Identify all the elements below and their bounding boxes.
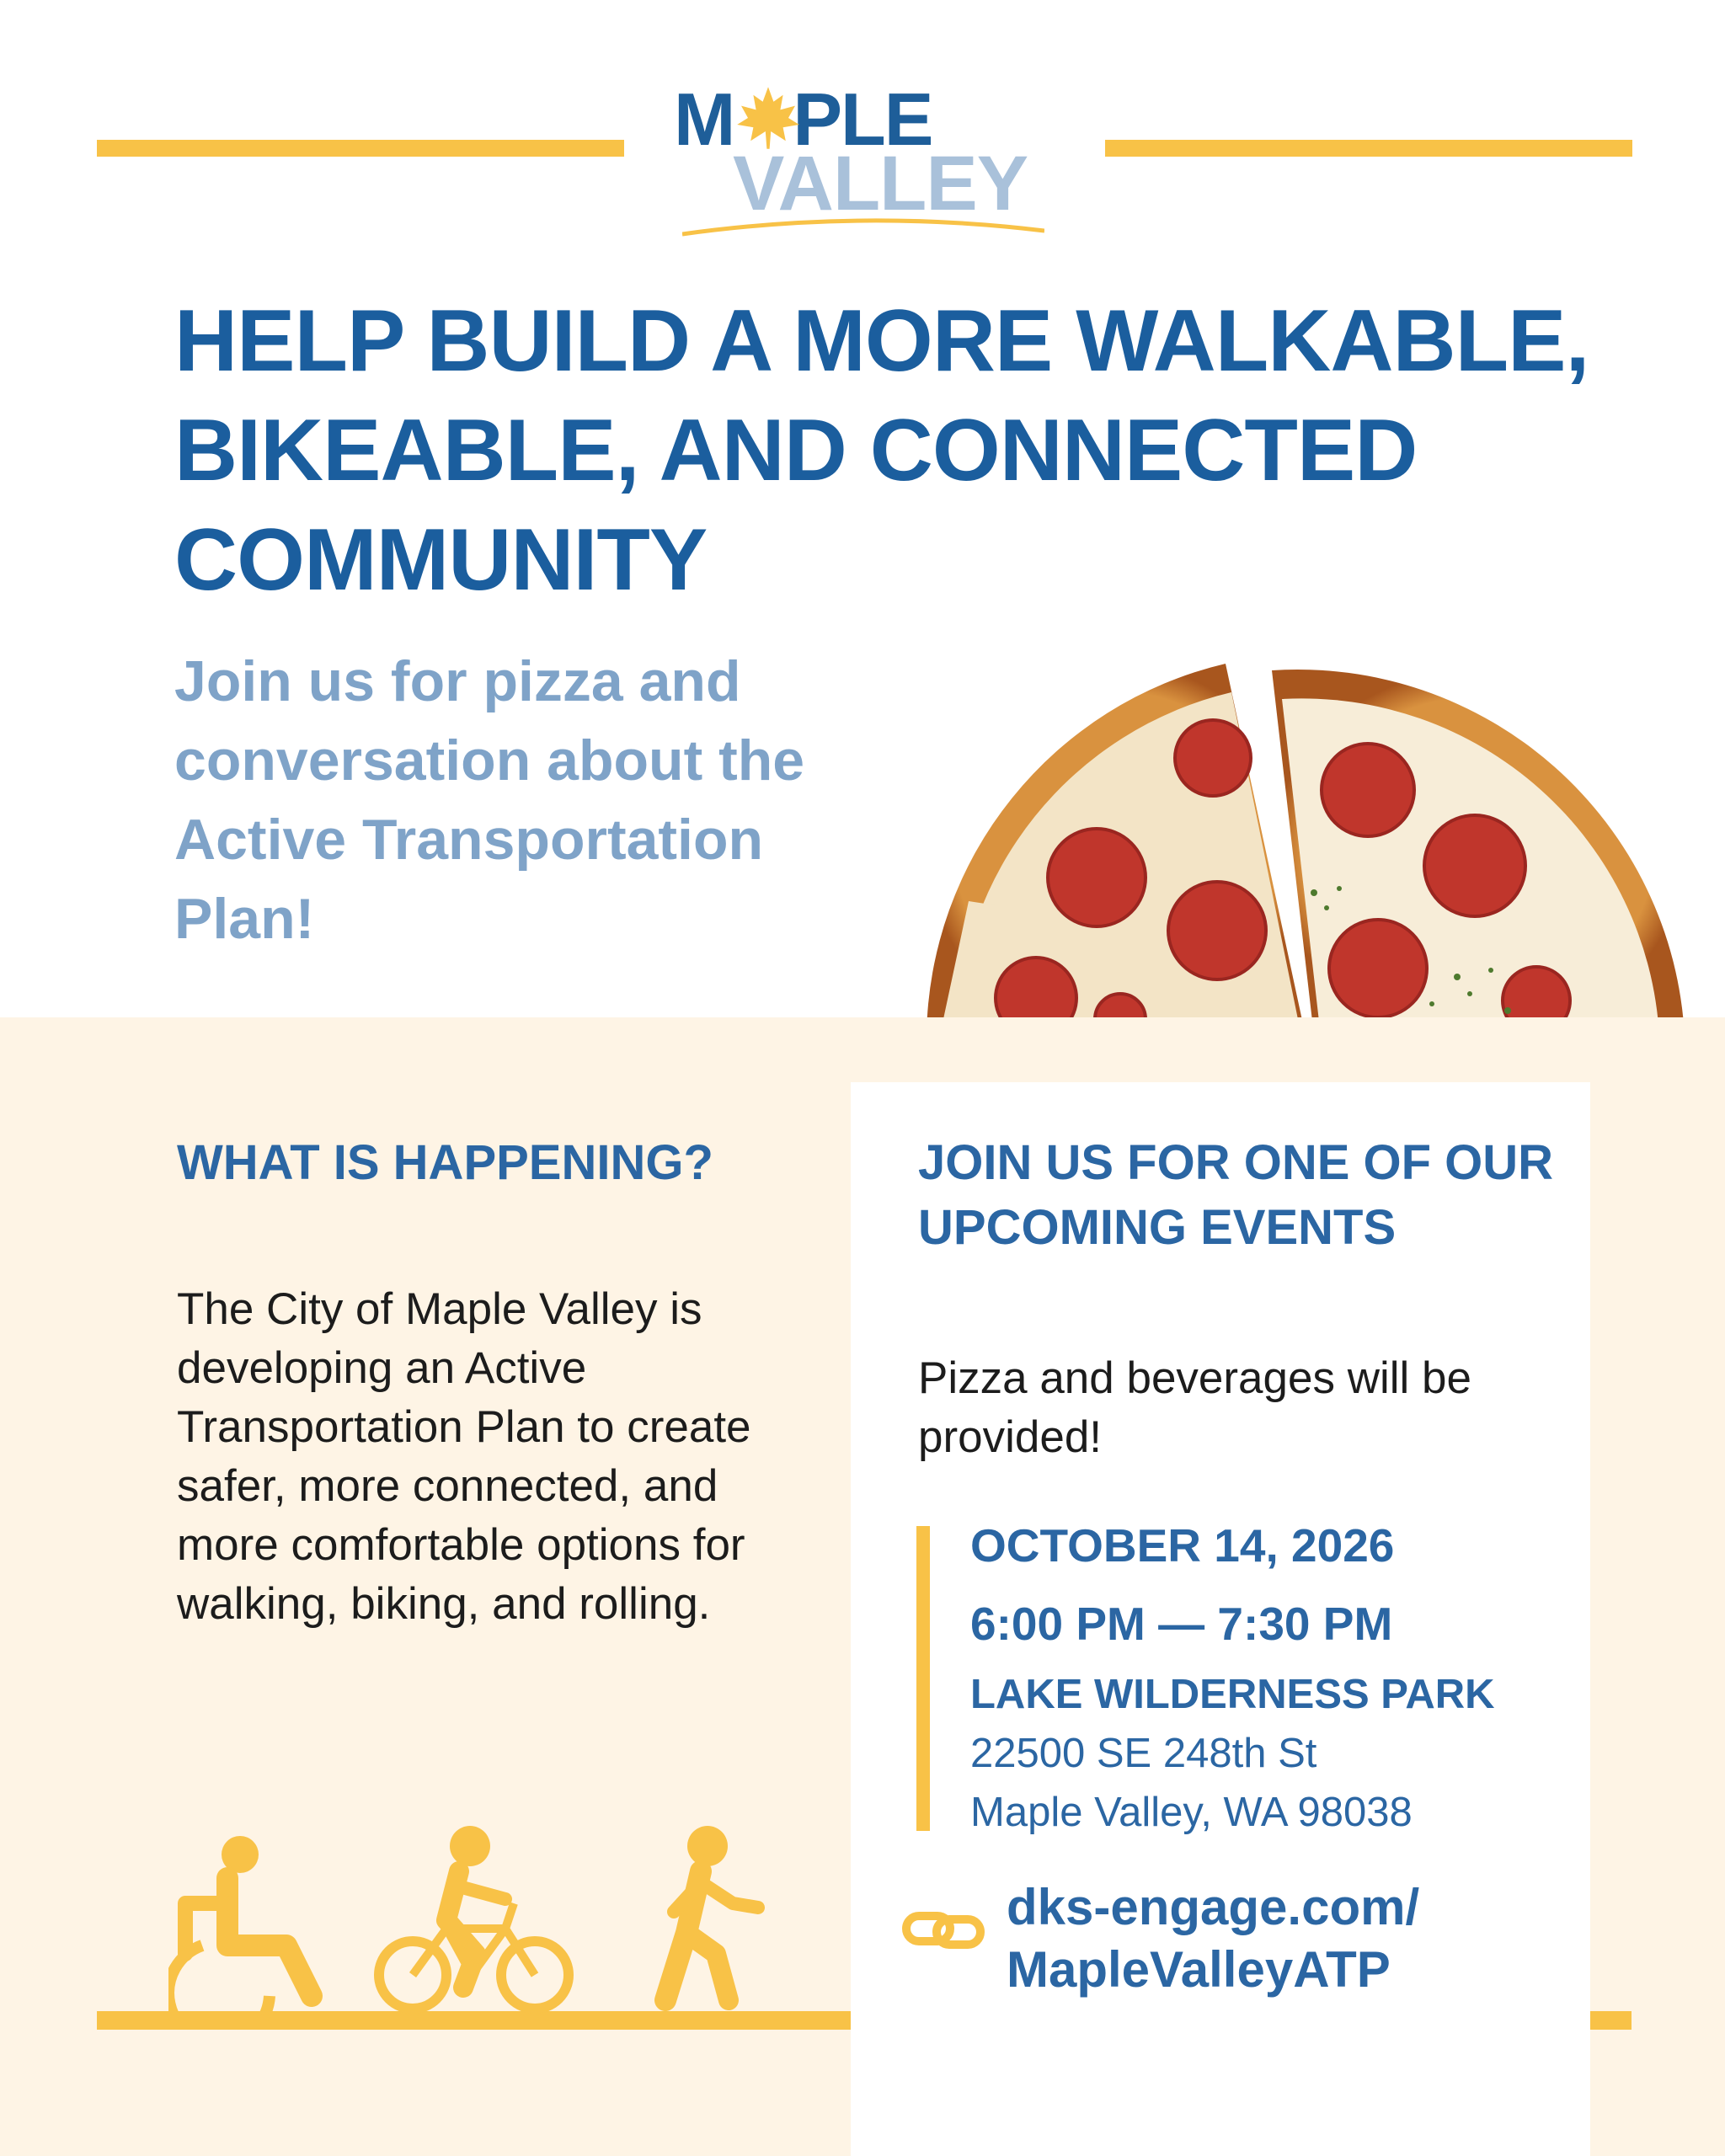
project-website-link[interactable] xyxy=(1007,1876,1596,2001)
header-rule-left xyxy=(97,140,624,157)
headline: HELP BUILD A MORE WALKABLE, BIKEABLE, AND CONNECTED COMMUNITY xyxy=(174,292,1589,609)
walker-icon xyxy=(665,1826,758,2000)
intro-text: Join us for pizza and conversation about the Active Transportation Plan! xyxy=(174,649,805,951)
join-heading: JOIN US FOR ONE OF OUR UPCOMING EVENTS xyxy=(918,1135,1554,1255)
what-heading: WHAT IS HAPPENING? xyxy=(177,1135,713,1190)
event-date: OCTOBER 14, 2026 xyxy=(970,1519,1395,1572)
logo-word-maple: M PLE xyxy=(674,77,932,161)
link-line1: dks-engage.com/ xyxy=(1007,1879,1420,1935)
event-accent-bar xyxy=(916,1526,930,1831)
cyclist-icon xyxy=(379,1826,569,2009)
join-body: Pizza and beverages will be provided! xyxy=(918,1353,1471,1462)
logo-word-valley: VALLEY xyxy=(733,141,1028,227)
pizza-image xyxy=(918,640,1693,1019)
link-icon xyxy=(901,1908,985,1953)
active-transportation-icons xyxy=(168,1819,783,2021)
event-time: 6:00 PM — 7:30 PM xyxy=(970,1598,1393,1650)
event-address-line2: Maple Valley, WA 98038 xyxy=(970,1790,1413,1835)
header-rule-right xyxy=(1105,140,1632,157)
event-location: LAKE WILDERNESS PARK xyxy=(970,1672,1495,1717)
logo-swoosh xyxy=(682,212,1044,237)
link-line2: MapleValleyATP xyxy=(1007,1941,1391,1998)
wheelchair-icon xyxy=(168,1836,312,2021)
event-address-line1: 22500 SE 248th St xyxy=(970,1731,1317,1776)
maple-valley-logo xyxy=(657,77,1061,237)
what-body: The City of Maple Valley is developing an Active Transportation Plan to create safer, more connected, and more comfortable options for walking, biking, and rolling. xyxy=(177,1284,751,1629)
